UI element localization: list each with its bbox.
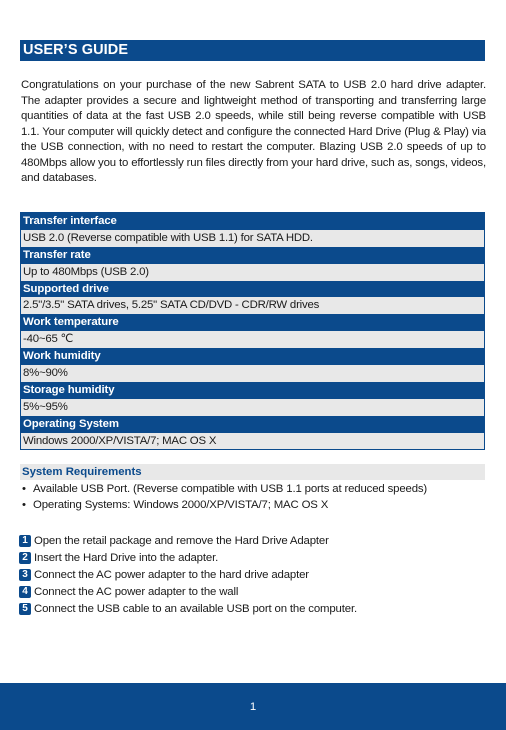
system-requirements-list — [22, 482, 487, 513]
step-text: Connect the USB cable to an available USB port on the computer. — [34, 602, 357, 615]
spec-value-operating-system: Windows 2000/XP/VISTA/7; MAC OS X — [21, 433, 484, 450]
step-2 — [19, 549, 484, 566]
spec-label-storage-humidity: Storage humidity — [21, 382, 484, 399]
bullet-icon: • — [22, 498, 26, 511]
page-number: 1 — [249, 701, 257, 713]
list-item — [22, 482, 487, 498]
spec-label-transfer-rate: Transfer rate — [21, 247, 484, 264]
list-item-text: Operating Systems: Windows 2000/XP/VISTA/7; MAC OS X — [33, 498, 329, 511]
bullet-icon: • — [22, 483, 26, 495]
step-4 — [19, 583, 484, 600]
page-title: USER’S GUIDE — [20, 40, 485, 61]
spec-value-work-humidity: 8%~90% — [21, 365, 484, 382]
spec-label-transfer-interface: Transfer interface — [21, 213, 484, 230]
step-number-badge: 3 — [19, 569, 31, 581]
step-text: Connect the AC power adapter to the wall — [34, 585, 239, 598]
step-text: Open the retail package and remove the Hard Drive Adapter — [34, 534, 329, 547]
spec-label-operating-system: Operating System — [21, 416, 484, 433]
step-number-badge: 5 — [19, 603, 31, 615]
page-footer — [0, 683, 506, 730]
step-text: Insert the Hard Drive into the adapter. — [34, 551, 219, 564]
spec-value-transfer-rate: Up to 480Mbps (USB 2.0) — [21, 264, 484, 281]
spec-label-supported-drive: Supported drive — [21, 281, 484, 298]
list-item-text: Available USB Port. (Reverse compatible with USB 1.1 ports at reduced speeds) — [33, 483, 428, 495]
intro-paragraph: Congratulations on your purchase of the new Sabrent SATA to USB 2.0 hard drive adapter. The adapter provides a secure and lightweight method of transporting and transferring large quantities of data at the fast USB 2.0 speeds, while still being reverse compatible with USB 1.1. Your computer will quickly detect and configure the connected Hard Drive (Plug & Play) via the USB connection, with no need to restart the computer. Blazing USB 2.0 speeds of up to 480Mbps allow you to effortlessly run files directly from your hard drive, such as, songs, videos, and databases. — [21, 79, 486, 184]
step-text: Connect the AC power adapter to the hard drive adapter — [34, 568, 309, 581]
step-number-badge: 2 — [19, 552, 31, 564]
step-1 — [19, 532, 484, 549]
spec-label-work-temperature: Work temperature — [21, 314, 484, 331]
system-requirements-heading: System Requirements — [20, 464, 485, 480]
spec-value-storage-humidity: 5%~95% — [21, 399, 484, 416]
spec-label-work-humidity: Work humidity — [21, 348, 484, 365]
spec-table — [20, 212, 485, 450]
step-3 — [19, 566, 484, 583]
spec-value-work-temperature: -40~65 ℃ — [21, 331, 484, 348]
list-item — [22, 498, 487, 514]
step-number-badge: 4 — [19, 586, 31, 598]
install-steps — [19, 532, 484, 617]
spec-value-supported-drive: 2.5"/3.5" SATA drives, 5.25" SATA CD/DVD - CDR/RW drives — [21, 297, 484, 314]
spec-value-transfer-interface: USB 2.0 (Reverse compatible with USB 1.1) for SATA HDD. — [21, 230, 484, 247]
step-5 — [19, 600, 484, 617]
step-number-badge: 1 — [19, 535, 31, 547]
